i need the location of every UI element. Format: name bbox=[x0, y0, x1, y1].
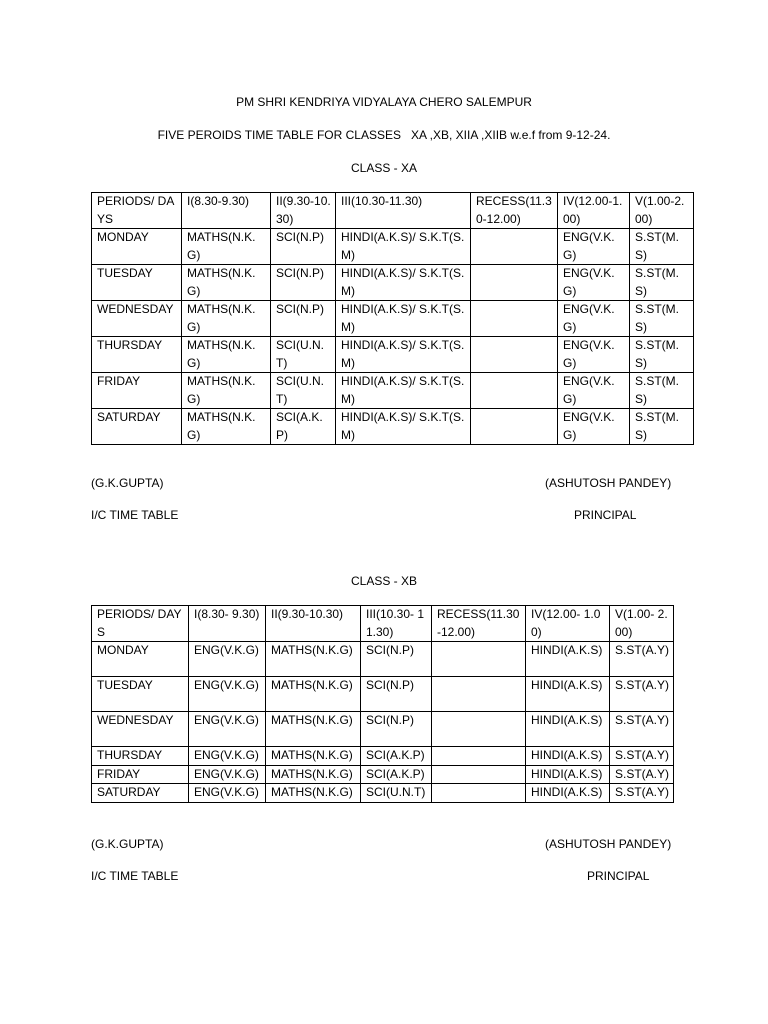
period-cell: MATHS(N.K.G) bbox=[182, 373, 271, 409]
period-cell bbox=[471, 373, 558, 409]
period-cell: S.ST(M.S) bbox=[630, 409, 694, 445]
class-xa-timetable bbox=[91, 192, 694, 445]
period-cell: HINDI(A.K.S)/ S.K.T(S.M) bbox=[336, 373, 471, 409]
day-cell: WEDNESDAY bbox=[92, 301, 182, 337]
signature-right-role: PRINCIPAL bbox=[574, 508, 637, 522]
period-cell bbox=[471, 337, 558, 373]
day-cell: SATURDAY bbox=[92, 784, 189, 803]
period-cell: SCI(U.N.T) bbox=[271, 373, 336, 409]
table-row bbox=[92, 784, 674, 803]
period-cell bbox=[432, 784, 526, 803]
day-cell: MONDAY bbox=[92, 229, 182, 265]
period-cell: MATHS(N.K.G) bbox=[182, 409, 271, 445]
period-cell: MATHS(N.K.G) bbox=[266, 765, 361, 784]
class-xa-heading: CLASS - XA bbox=[350, 161, 418, 175]
period-cell: SCI(N.P) bbox=[361, 642, 432, 677]
period-cell: HINDI(A.K.S) bbox=[526, 747, 610, 766]
signature-right-name: (ASHUTOSH PANDEY) bbox=[545, 837, 672, 851]
column-header: III(10.30-11.30) bbox=[336, 193, 471, 229]
day-cell: THURSDAY bbox=[92, 337, 182, 373]
period-cell: ENG(V.K.G) bbox=[189, 765, 266, 784]
period-cell: S.ST(A.Y) bbox=[610, 747, 674, 766]
column-header: I(8.30- 9.30) bbox=[189, 606, 266, 642]
column-header: V(1.00- 2.00) bbox=[610, 606, 674, 642]
period-cell: HINDI(A.K.S)/ S.K.T(S.M) bbox=[336, 229, 471, 265]
day-cell: TUESDAY bbox=[92, 677, 189, 712]
period-cell: HINDI(A.K.S)/ S.K.T(S.M) bbox=[336, 265, 471, 301]
period-cell: MATHS(N.K.G) bbox=[182, 337, 271, 373]
period-cell bbox=[432, 677, 526, 712]
period-cell: SCI(U.N.T) bbox=[361, 784, 432, 803]
period-cell: S.ST(M.S) bbox=[630, 301, 694, 337]
period-cell: HINDI(A.K.S)/ S.K.T(S.M) bbox=[336, 301, 471, 337]
table-row bbox=[92, 642, 674, 677]
class-xb-timetable bbox=[91, 605, 674, 803]
day-cell: MONDAY bbox=[92, 642, 189, 677]
period-cell bbox=[471, 229, 558, 265]
table-row bbox=[92, 747, 674, 766]
period-cell: ENG(V.K.G) bbox=[189, 784, 266, 803]
signature-left-role: I/C TIME TABLE bbox=[91, 869, 179, 883]
period-cell bbox=[471, 301, 558, 337]
class-xb-heading: CLASS - XB bbox=[350, 574, 418, 588]
school-name: PM SHRI KENDRIYA VIDYALAYA CHERO SALEMPUR bbox=[236, 95, 532, 109]
day-cell: SATURDAY bbox=[92, 409, 182, 445]
table-row bbox=[92, 677, 674, 712]
period-cell: S.ST(A.Y) bbox=[610, 642, 674, 677]
period-cell bbox=[432, 747, 526, 766]
period-cell: HINDI(A.K.S) bbox=[526, 712, 610, 747]
period-cell: SCI(N.P) bbox=[271, 229, 336, 265]
period-cell bbox=[432, 642, 526, 677]
table-row bbox=[92, 301, 694, 337]
period-cell bbox=[432, 765, 526, 784]
day-cell: THURSDAY bbox=[92, 747, 189, 766]
period-cell: ENG(V.K.G) bbox=[189, 747, 266, 766]
period-cell: SCI(A.K.P) bbox=[271, 409, 336, 445]
signature-right-role: PRINCIPAL bbox=[587, 869, 650, 883]
period-cell: ENG(V.K.G) bbox=[189, 712, 266, 747]
column-header: III(10.30- 11.30) bbox=[361, 606, 432, 642]
column-header: V(1.00-2.00) bbox=[630, 193, 694, 229]
period-cell: MATHS(N.K.G) bbox=[266, 642, 361, 677]
period-cell: S.ST(A.Y) bbox=[610, 784, 674, 803]
period-cell: HINDI(A.K.S) bbox=[526, 677, 610, 712]
day-cell: WEDNESDAY bbox=[92, 712, 189, 747]
column-header: II(9.30-10.30) bbox=[266, 606, 361, 642]
signature-left-name: (G.K.GUPTA) bbox=[91, 837, 164, 851]
column-header: II(9.30-10.30) bbox=[271, 193, 336, 229]
table-row bbox=[92, 265, 694, 301]
column-header: PERIODS/ DAYS bbox=[92, 606, 189, 642]
period-cell: ENG(V.K.G) bbox=[558, 229, 630, 265]
period-cell: HINDI(A.K.S) bbox=[526, 765, 610, 784]
period-cell: S.ST(M.S) bbox=[630, 337, 694, 373]
day-cell: FRIDAY bbox=[92, 765, 189, 784]
timetable-subtitle: FIVE PEROIDS TIME TABLE FOR CLASSES XA ,XB, XIIA ,XIIB w.e.f from 9-12-24. bbox=[157, 128, 611, 142]
period-cell: SCI(N.P) bbox=[361, 712, 432, 747]
table-row bbox=[92, 409, 694, 445]
header-row bbox=[92, 193, 694, 229]
period-cell: ENG(V.K.G) bbox=[558, 337, 630, 373]
signature-left-role: I/C TIME TABLE bbox=[91, 508, 179, 522]
period-cell: ENG(V.K.G) bbox=[189, 677, 266, 712]
period-cell bbox=[432, 712, 526, 747]
signature-right-name: (ASHUTOSH PANDEY) bbox=[545, 476, 672, 490]
period-cell bbox=[471, 265, 558, 301]
period-cell: ENG(V.K.G) bbox=[558, 301, 630, 337]
table-row bbox=[92, 229, 694, 265]
period-cell: SCI(U.N.T) bbox=[271, 337, 336, 373]
period-cell: ENG(V.K.G) bbox=[558, 409, 630, 445]
period-cell: MATHS(N.K.G) bbox=[266, 677, 361, 712]
day-cell: FRIDAY bbox=[92, 373, 182, 409]
period-cell: S.ST(M.S) bbox=[630, 265, 694, 301]
column-header: I(8.30-9.30) bbox=[182, 193, 271, 229]
period-cell: S.ST(M.S) bbox=[630, 229, 694, 265]
period-cell: MATHS(N.K.G) bbox=[182, 229, 271, 265]
period-cell: SCI(A.K.P) bbox=[361, 747, 432, 766]
table-row bbox=[92, 712, 674, 747]
column-header: PERIODS/ DAYS bbox=[92, 193, 182, 229]
table-row bbox=[92, 337, 694, 373]
period-cell: SCI(N.P) bbox=[271, 265, 336, 301]
period-cell: MATHS(N.K.G) bbox=[266, 784, 361, 803]
period-cell: S.ST(A.Y) bbox=[610, 712, 674, 747]
column-header: RECESS(11.30 -12.00) bbox=[432, 606, 526, 642]
day-cell: TUESDAY bbox=[92, 265, 182, 301]
period-cell: S.ST(A.Y) bbox=[610, 765, 674, 784]
table-row bbox=[92, 373, 694, 409]
signature-left-name: (G.K.GUPTA) bbox=[91, 476, 164, 490]
period-cell: ENG(V.K.G) bbox=[558, 373, 630, 409]
period-cell: SCI(N.P) bbox=[271, 301, 336, 337]
period-cell: HINDI(A.K.S)/ S.K.T(S.M) bbox=[336, 409, 471, 445]
header-row bbox=[92, 606, 674, 642]
period-cell: HINDI(A.K.S)/ S.K.T(S.M) bbox=[336, 337, 471, 373]
period-cell: HINDI(A.K.S) bbox=[526, 642, 610, 677]
period-cell: MATHS(N.K.G) bbox=[182, 301, 271, 337]
period-cell: MATHS(N.K.G) bbox=[182, 265, 271, 301]
period-cell: SCI(N.P) bbox=[361, 677, 432, 712]
column-header: IV(12.00-1.00) bbox=[558, 193, 630, 229]
period-cell: ENG(V.K.G) bbox=[558, 265, 630, 301]
period-cell: HINDI(A.K.S) bbox=[526, 784, 610, 803]
table-row bbox=[92, 765, 674, 784]
period-cell: MATHS(N.K.G) bbox=[266, 712, 361, 747]
column-header: IV(12.00- 1.00) bbox=[526, 606, 610, 642]
period-cell bbox=[471, 409, 558, 445]
period-cell: S.ST(A.Y) bbox=[610, 677, 674, 712]
column-header: RECESS(11.30-12.00) bbox=[471, 193, 558, 229]
period-cell: MATHS(N.K.G) bbox=[266, 747, 361, 766]
period-cell: S.ST(M.S) bbox=[630, 373, 694, 409]
period-cell: ENG(V.K.G) bbox=[189, 642, 266, 677]
period-cell: SCI(A.K.P) bbox=[361, 765, 432, 784]
